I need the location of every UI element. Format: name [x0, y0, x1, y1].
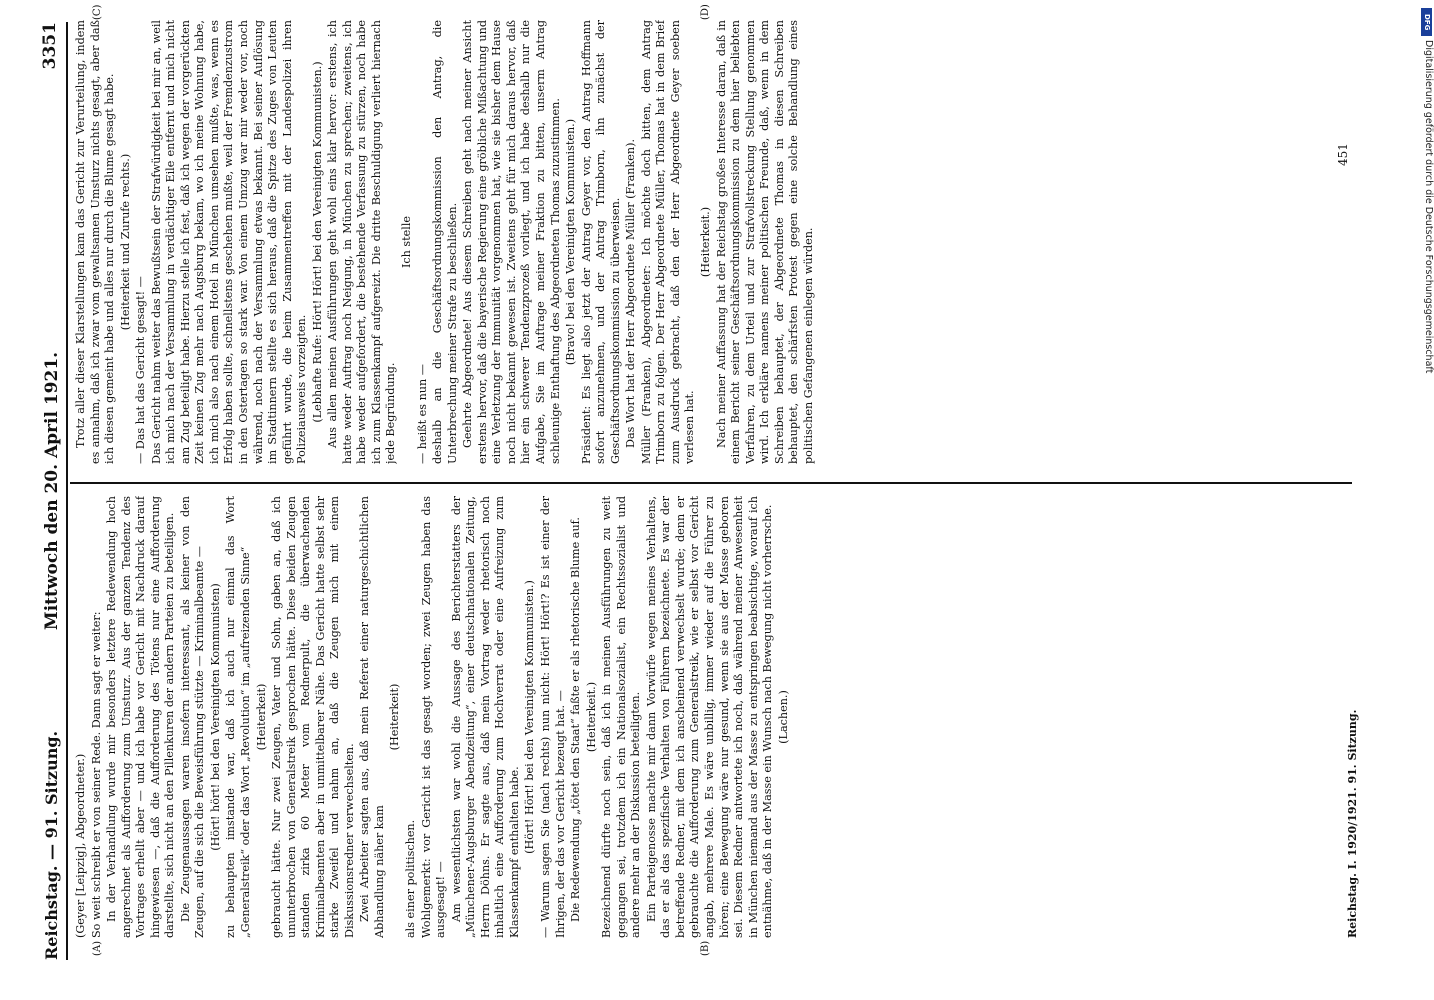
paragraph: deshalb an die Geschäftsordnungskommission den Antrag, die Unterbrechung meiner Strafe zu beschließen. — [431, 20, 459, 464]
paragraph: Nach meiner Auffassung hat der Reichstag großes Interesse daran, daß in einem Bericht seiner Geschäftsordnungskommission zu dem hier beliebten Verfahren, zu dem Urteil und zur Strafvollstreckung Stellung genommen wird. Ich erkläre namens meiner politischen Freunde, daß, wenn in dem Schreiben behauptet, der Abgeordnete Thomas in diesen Schreiben behauptet, den schärfsten Protest gegen eine solche Behandlung eines politischen Gefangenen einlegen würden. — [714, 20, 815, 464]
margin-mark-b: (B) — [700, 940, 711, 956]
interjection: (Heiterkeit) — [388, 683, 402, 751]
paragraph: Wohlgemerkt: vor Gericht ist das gesagt worden; zwei Zeugen haben das ausgesagt! — — [419, 496, 448, 938]
running-head-date: Mittwoch den 20. April 1921. — [42, 351, 62, 631]
interjection: (Heiterkeit und Zurufe rechts.) — [118, 153, 132, 331]
left-column — [74, 496, 1334, 938]
paragraph: zu behaupten imstande war, daß ich auch nur einmal das Wort „Generalstreik“ oder das Wort „Revolution“ im „aufreizenden Sinne“ — [224, 496, 253, 938]
paragraph: gebraucht hätte. Nur zwei Zeugen, Vater und Sohn, gaben an, daß ich ununterbrochen von Generalstreik gesprochen hätte. Diese beiden Zeugen standen zirka 60 Meter vom Rednerpult, die überwachenden Kriminalbeamten aber in unmittelbarer Nähe. Das Gericht hatte selbst sehr starke Zweifel und nahm an, daß die Zeugen mich mit einem Diskussionsredner verwechselten. — [270, 496, 356, 938]
interjection: (Lebhafte Rufe: Hört! Hört! bei den Vereinigten Kommunisten.) — [310, 61, 324, 423]
column-rule — [70, 482, 1352, 484]
paragraph: als einer politischen. — [404, 819, 418, 938]
paragraph: — heißt es nun — — [415, 364, 429, 464]
interjection: (Heiterkeit.) — [698, 206, 712, 278]
paragraph: — Warum sagen Sie (nach rechts) nun nicht: Hört! Hört!? Es ist einer der Ihrigen, der das vor Gericht bezeugt hat. — — [538, 496, 567, 938]
speaker-mueller: Müller (Franken), Abgeordneter: Ich möchte doch bitten, dem Antrag Trimborn zu folgen. Der Herr Abgeordnete Müller, Thomas hat in dem Brief zum Ausdruck gebracht, daß den der Herr Abgeordnete Geyer soeben verlesen hat. — [639, 20, 697, 464]
running-head — [40, 22, 66, 960]
paragraph: Ich stelle — [400, 215, 414, 269]
paragraph: Das Gericht nahm weiter das Bewußtsein der Strafwürdigkeit bei mir an, weil ich mich nach der Versammlung in verdächtiger Eile entfernt und mich nicht am Zug beteiligt habe. Hierzu stelle ich fest, daß ich wegen der vorgerückten Zeit keinen Zug mehr nach Augsburg bekam, wo ich meine Wohnung habe, ich mich also nach einem Hotel in München umsehen mußte, was, wenn es Erfolg haben sollte, schnellstens geschehen mußte, weil der Fremdenzustrom in den Ostertagen so stark war. Von einem Umzug war mir weder vor, noch während, noch nach der Versammlung etwas bekannt. Bei seiner Auflösung im Stadtinnern stellte es sich heraus, daß die Spitze des Zuges von Leuten geführt wurde, die beim Zusammentreffen mit der Landespolizei ihren Polizeiausweis vorzeigten. — [149, 20, 309, 464]
page-number: 3351 — [40, 22, 60, 70]
interjection: (Heiterkeit.) — [584, 681, 598, 753]
running-head-left: Reichstag. — 91. Sitzung. — [42, 730, 61, 960]
paragraph: — Das hat das Gericht gesagt! — — [134, 276, 148, 464]
interjection: (Heiterkeit) — [254, 683, 268, 751]
speaker-president: Präsident: Es liegt also jetzt der Antrag Geyer vor, den Antrag Hoffmann sofort anzunehmen, und der Antrag Trimborn, ihn zunächst der Geschäftsordnungskommission zu überweisen. — [579, 20, 622, 464]
dfg-funding-note: Digitalisierung gefördert durch die Deutsche Forschungsgemeinschaft — [1423, 40, 1434, 374]
margin-mark-a: (A) — [92, 940, 103, 956]
speaker-continuation: (Geyer [Leipzig], Abgeordneter.) — [74, 753, 87, 938]
interjection: (Bravo! bei den Vereinigten Kommunisten.) — [564, 118, 578, 366]
paragraph: In der Verhandlung wurde mir besonders letztere Redewendung hoch angerechnet als Aufforderung zum Umsturz. Aus der ganzen Tendenz des Vortrages erhellt aber — und ich habe vor Gericht mit Nachdruck darauf hingewiesen —, daß die Aufforderung des Tötens nur eine Aufforderung darstellte, sich nicht an den Pillenkuren der andern Parteien zu beteiligen. — [105, 496, 177, 938]
margin-mark-d: (D) — [700, 4, 711, 20]
footer-page-number: 451 — [1336, 143, 1350, 166]
right-column — [74, 20, 1334, 464]
footer-left: Reichstag. I. 1920/1921. 91. Sitzung. — [1346, 709, 1359, 938]
paragraph: Ein Parteigenosse machte mir dann Vorwürfe wegen meines Verhaltens, das er als das spezifische Verhalten von Führern bezeichnete. Es war der betreffende Redner, mit dem ich anscheinend verwechselt wurde; denn er gebrauchte die Aufforderung zum Generalstreik, wie er selbst vor Gericht angab, mehrere Male. Es wäre unbillig, immer wieder auf die Führer zu hören; eine Bewegung wäre nur gesund, wenn sie aus der Masse geboren sei. Diesem Redner antwortete ich noch, daß während meiner Anwesenheit in München niemand aus der Masse zu entspringen beabsichtige, worauf ich entnähme, daß in der Masse ein Wunsch nach Bewegung nicht vorherrsche. — [644, 496, 775, 938]
paragraph: Trotz aller dieser Klarstellungen kam das Gericht zur Verurteilung, indem es annahm, daß ich zwar vom gewaltsamen Umsturz nichts gesagt, aber daß ich diesen gemeint habe und alles nur durch die Blume gesagt habe. — [74, 20, 117, 464]
dfg-logo: DFG — [1421, 8, 1432, 36]
paragraph: So weit schreibt er von seiner Rede. Dann sagt er weiter: — [89, 611, 103, 938]
paragraph: Die Redewendung „tötet den Staat“ faßte er als rhetorische Blume auf. — [569, 517, 583, 922]
margin-mark-c: (C) — [92, 4, 103, 20]
interjection: (Lachen.) — [776, 690, 790, 744]
paragraph: Bezeichnend dürfte noch sein, daß ich in meinen Ausführungen zu weit gegangen sei, trotzdem ich ein Nationalsozialist, ein Rechtssozialist und andere mehr an der Diskussion beteiligten. — [600, 496, 643, 938]
paragraph: Zwei Arbeiter sagten aus, daß mein Referat einer naturgeschichtlichen Abhandlung näher kam — [358, 496, 386, 938]
paragraph: Am wesentlichsten war wohl die Aussage des Berichterstatters der „Münchener-Augsburger Abendzeitung“, einer deutschnationalen Zeitung, Herrn Döhns. Er sagte aus, daß mein Vortrag weder rhetorisch noch inhaltlich eine Aufforderung zum Hochverrat oder eine Aufreizung zum Klassenkampf enthalten habe. — [449, 496, 521, 938]
interjection: (Hört! hört! bei den Vereinigten Kommunisten) — [208, 583, 222, 851]
paragraph: Die Zeugenaussagen waren insofern interessant, als keiner von den Zeugen, auf die sich die Beweisführung stützte — Kriminalbeamte — — [178, 496, 207, 938]
paragraph: Geehrte Abgeordnete! Aus diesem Schreiben geht nach meiner Ansicht erstens hervor, daß die bayerische Regierung eine gröbliche Mißachtung und eine Verletzung der Immunität vorgenommen hat, wie sie bisher dem Hause noch nicht bekannt gewesen ist. Zweitens geht für mich daraus hervor, daß hier ein schwerer Tendenzprozeß vorliegt, und ich habe deshalb nur die Aufgabe, Sie im Auftrage meiner Fraktion zu bitten, unserm Antrag schleunige Enthaftung des Abgeordneten Thomas zuzustimmen. — [461, 20, 562, 464]
interjection: (Hört! Hört! bei den Vereinigten Kommunisten.) — [523, 580, 537, 854]
paragraph: Aus allen meinen Ausführungen geht wohl eins klar hervor: erstens, ich hatte weder Auftrag noch Neigung, in München zu sprechen; zweitens, ich habe weder aufgefordert, die bestehende Verfassung zu stürzen, noch habe ich zum Klassenkampf aufgereizt. Die dritte Beschuldigung verliert hiernach jede Begründung. — [326, 20, 398, 464]
header-rule — [66, 22, 68, 960]
paragraph: Das Wort hat der Herr Abgeordnete Müller (Franken). — [624, 138, 638, 448]
